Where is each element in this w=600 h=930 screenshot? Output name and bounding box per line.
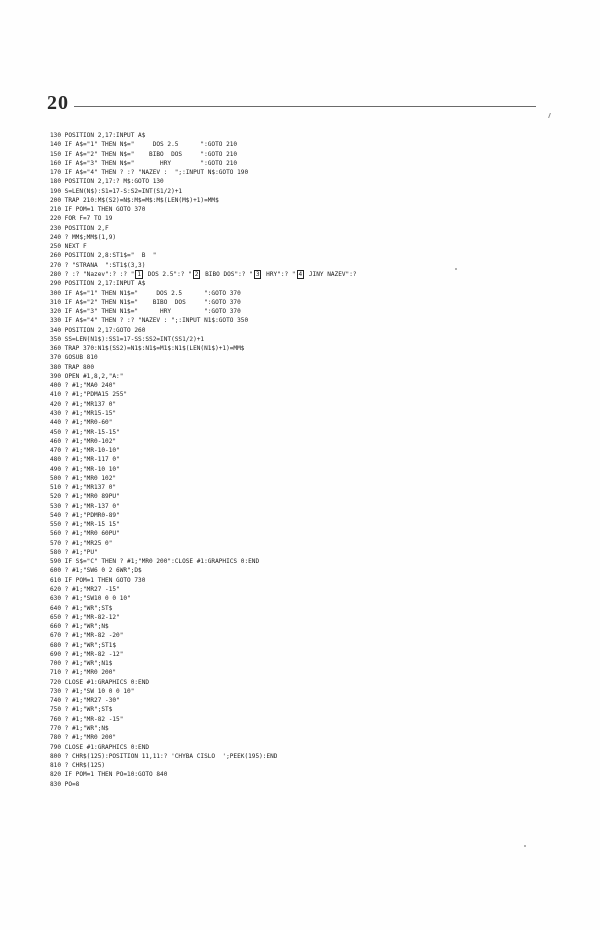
code-text: 430 ? #1;"MR15-15" (50, 409, 117, 417)
scan-speck (524, 845, 526, 847)
page-number: 20 (47, 92, 69, 114)
code-text: 140 IF A$="1" THEN N$=" DOS 2.5 ":GOTO 210 (50, 141, 238, 149)
boxed-key: 2 (194, 270, 199, 278)
code-text: 300 IF A$="1" THEN N1$=" DOS 2.5 ":GOTO 370 (50, 289, 241, 297)
code-line (50, 289, 590, 298)
code-line (50, 326, 590, 335)
code-text: 170 IF A$="4" THEN ? :? "NAZEV : ";:INPUT N$:GOTO 190 (50, 169, 249, 177)
code-line (50, 307, 590, 316)
code-text: 720 CLOSE #1:GRAPHICS 0:END (50, 678, 150, 686)
code-line (50, 298, 590, 307)
code-text: 260 POSITION 2,8:ST1$=" B " (50, 252, 157, 260)
code-text: 410 ? #1;"PDMA15 255" (50, 391, 128, 399)
code-line (50, 761, 590, 770)
code-line (50, 261, 590, 270)
code-text: 600 ? #1;"SW6 0 2 6WR";D$ (50, 567, 142, 575)
code-line (50, 187, 590, 196)
code-line (50, 150, 590, 159)
code-text: 530 ? #1;"MR-137 0" (50, 502, 120, 510)
code-text: 570 ? #1;"MR25 0" (50, 539, 113, 547)
code-line (50, 566, 590, 575)
code-text: 240 ? MM$;MM$(1,9) (50, 233, 117, 241)
code-line (50, 780, 590, 789)
code-text: 370 GOSUB 810 (50, 354, 98, 362)
code-line (50, 705, 590, 714)
code-text: 650 ? #1;"MR-82-12" (50, 613, 120, 621)
code-text: 800 ? CHR$(125):POSITION 11,11:? 'CHYBA CISLO ';PEEK(195):END (50, 752, 278, 760)
code-text: 590 IF S$="C" THEN ? #1;"MR0 200":CLOSE #1:GRAPHICS 0:END (50, 558, 260, 566)
code-text: 400 ? #1;"MA0 240" (50, 382, 117, 390)
code-text: 520 ? #1;"MR0 89PU" (50, 493, 120, 501)
code-text: 610 IF POM=1 THEN GOTO 730 (50, 576, 146, 584)
header-rule-tick (548, 113, 554, 118)
code-line (50, 270, 590, 279)
code-text: 660 ? #1;"WR";N$ (50, 623, 109, 631)
code-line (50, 678, 590, 687)
code-line (50, 131, 590, 140)
code-text: 730 ? #1;"SW 10 0 0 10" (50, 687, 135, 695)
code-text: 540 ? #1;"PDMR0-89" (50, 511, 120, 519)
code-line (50, 529, 590, 538)
code-line (50, 390, 590, 399)
code-line (50, 159, 590, 168)
code-text: 130 POSITION 2,17:INPUT A$ (50, 132, 146, 139)
code-text: 200 TRAP 210:M$(S2)=N$:M$=M$:M$(LEN(M$)+1)=MM$ (50, 196, 219, 204)
code-text: JINY NAZEV":? (305, 270, 357, 278)
code-line (50, 770, 590, 779)
code-text: 510 ? #1;"MR137 0" (50, 484, 117, 492)
code-line (50, 344, 590, 353)
code-line (50, 696, 590, 705)
code-text: 480 ? #1;"MR-117 0" (50, 456, 120, 464)
code-line (50, 251, 590, 260)
code-line (50, 622, 590, 631)
code-line (50, 613, 590, 622)
code-line (50, 659, 590, 668)
code-text: 320 IF A$="3" THEN N1$=" HRY ":GOTO 370 (50, 308, 241, 316)
code-line (50, 140, 590, 149)
code-line (50, 631, 590, 640)
code-text: 780 ? #1;"MR0 200" (50, 734, 117, 742)
code-line (50, 372, 590, 381)
code-line (50, 483, 590, 492)
code-text: 340 POSITION 2,17:GOTO 260 (50, 326, 146, 334)
code-text: 470 ? #1;"MR-10-10" (50, 447, 120, 455)
code-text: 420 ? #1;"MR137 0" (50, 400, 117, 408)
header-rule (74, 106, 536, 107)
code-line (50, 733, 590, 742)
code-line (50, 418, 590, 427)
code-text: 810 ? CHR$(125) (50, 762, 106, 770)
code-line (50, 446, 590, 455)
code-text: 210 IF POM=1 THEN GOTO 370 (50, 206, 146, 214)
code-text: HRY":? " (262, 270, 296, 278)
code-line (50, 520, 590, 529)
code-text: 830 PO=8 (50, 780, 80, 788)
code-line (50, 724, 590, 733)
code-text: 330 IF A$="4" THEN ? :? "NAZEV : ";:INPUT N1$:GOTO 350 (50, 317, 249, 325)
code-text: 160 IF A$="3" THEN N$=" HRY ":GOTO 210 (50, 159, 238, 167)
code-text: 390 OPEN #1,8,2,"A:" (50, 372, 124, 380)
code-line (50, 492, 590, 501)
code-line (50, 715, 590, 724)
code-text: 230 POSITION 2,F (50, 224, 109, 232)
code-text: 630 ? #1;"SW10 0 0 10" (50, 595, 131, 603)
code-line (50, 437, 590, 446)
code-line (50, 585, 590, 594)
code-text: 550 ? #1;"MR-15 15" (50, 521, 120, 529)
scan-speck (455, 268, 457, 270)
code-line (50, 381, 590, 390)
code-text: 440 ? #1;"MR0-60" (50, 419, 113, 427)
code-line (50, 594, 590, 603)
code-line (50, 242, 590, 251)
code-text: 150 IF A$="2" THEN N$=" BIBO DOS ":GOTO 210 (50, 150, 238, 158)
code-text: 460 ? #1;"MR0-102" (50, 437, 117, 445)
code-text: 380 TRAP 800 (50, 363, 95, 371)
code-text: 700 ? #1;"WR";N1$ (50, 660, 113, 668)
code-line (50, 539, 590, 548)
code-line (50, 205, 590, 214)
code-text: 580 ? #1;"PU" (50, 548, 98, 556)
code-line (50, 428, 590, 437)
code-text: 670 ? #1;"MR-82 -20" (50, 632, 124, 640)
code-line (50, 474, 590, 483)
code-line (50, 177, 590, 186)
code-line (50, 316, 590, 325)
code-text: BIBO DOS":? " (201, 270, 253, 278)
code-text: DOS 2.5":? " (144, 270, 192, 278)
boxed-key: 1 (137, 270, 142, 278)
code-text: 280 ? :? "Nazev":? :? " (50, 270, 135, 278)
code-text: 250 NEXT F (50, 243, 87, 251)
code-text: 690 ? #1;"MR-82 -12" (50, 650, 124, 658)
basic-listing (50, 131, 590, 789)
code-line (50, 650, 590, 659)
code-text: 220 FOR F=7 TO 19 (50, 215, 113, 223)
boxed-key: 4 (298, 270, 303, 278)
code-line (50, 224, 590, 233)
code-line (50, 409, 590, 418)
code-text: 760 ? #1;"MR-82 -15" (50, 715, 124, 723)
code-line (50, 168, 590, 177)
code-line (50, 548, 590, 557)
code-line (50, 576, 590, 585)
code-text: 500 ? #1;"MR0 102" (50, 474, 117, 482)
code-text: 820 IF POM=1 THEN PO=10:GOTO 840 (50, 771, 168, 779)
code-line (50, 400, 590, 409)
code-line (50, 687, 590, 696)
code-text: 680 ? #1;"WR";ST1$ (50, 641, 117, 649)
code-text: 560 ? #1;"MR0 60PU" (50, 530, 120, 538)
boxed-key: 3 (255, 270, 260, 278)
code-text: 620 ? #1;"MR27 -15" (50, 586, 120, 594)
code-line (50, 279, 590, 288)
code-text: 640 ? #1;"WR";ST$ (50, 604, 113, 612)
code-text: 180 POSITION 2,17:? M$:GOTO 130 (50, 178, 164, 186)
code-line (50, 511, 590, 520)
code-text: 310 IF A$="2" THEN N1$=" BIBO DOS ":GOTO 370 (50, 298, 241, 306)
code-line (50, 233, 590, 242)
code-text: 450 ? #1;"MR-15-15" (50, 428, 120, 436)
code-text: 290 POSITION 2,17:INPUT A$ (50, 280, 146, 288)
code-line (50, 455, 590, 464)
code-text: 360 TRAP 370:N1$(SS2)=N1$:N1$=M1$:N1$(LEN(N1$)+1)=MM$ (50, 345, 245, 353)
code-text: 490 ? #1;"MR-10 10" (50, 465, 120, 473)
code-line (50, 196, 590, 205)
code-line (50, 353, 590, 362)
code-text: 190 S=LEN(N$):S1=17-S:S2=INT(S1/2)+1 (50, 187, 183, 195)
code-line (50, 363, 590, 372)
code-text: 710 ? #1;"MR0 200" (50, 669, 117, 677)
code-line (50, 743, 590, 752)
code-text: 770 ? #1;"WR";N$ (50, 725, 109, 732)
code-text: 750 ? #1;"WR";ST$ (50, 706, 113, 714)
code-text: 740 ? #1;"MR27 -30" (50, 697, 120, 705)
code-text: 790 CLOSE #1:GRAPHICS 0:END (50, 743, 150, 751)
code-line (50, 502, 590, 511)
code-line (50, 557, 590, 566)
code-line (50, 335, 590, 344)
code-line (50, 604, 590, 613)
code-line (50, 214, 590, 223)
code-line (50, 668, 590, 677)
code-line (50, 641, 590, 650)
code-text: 270 ? "STRANA ":ST1$(3,3) (50, 261, 146, 269)
code-line (50, 752, 590, 761)
code-text: 350 SS=LEN(N1$):SS1=17-SS:SS2=INT(SS1/2)+1 (50, 335, 205, 343)
code-line (50, 465, 590, 474)
